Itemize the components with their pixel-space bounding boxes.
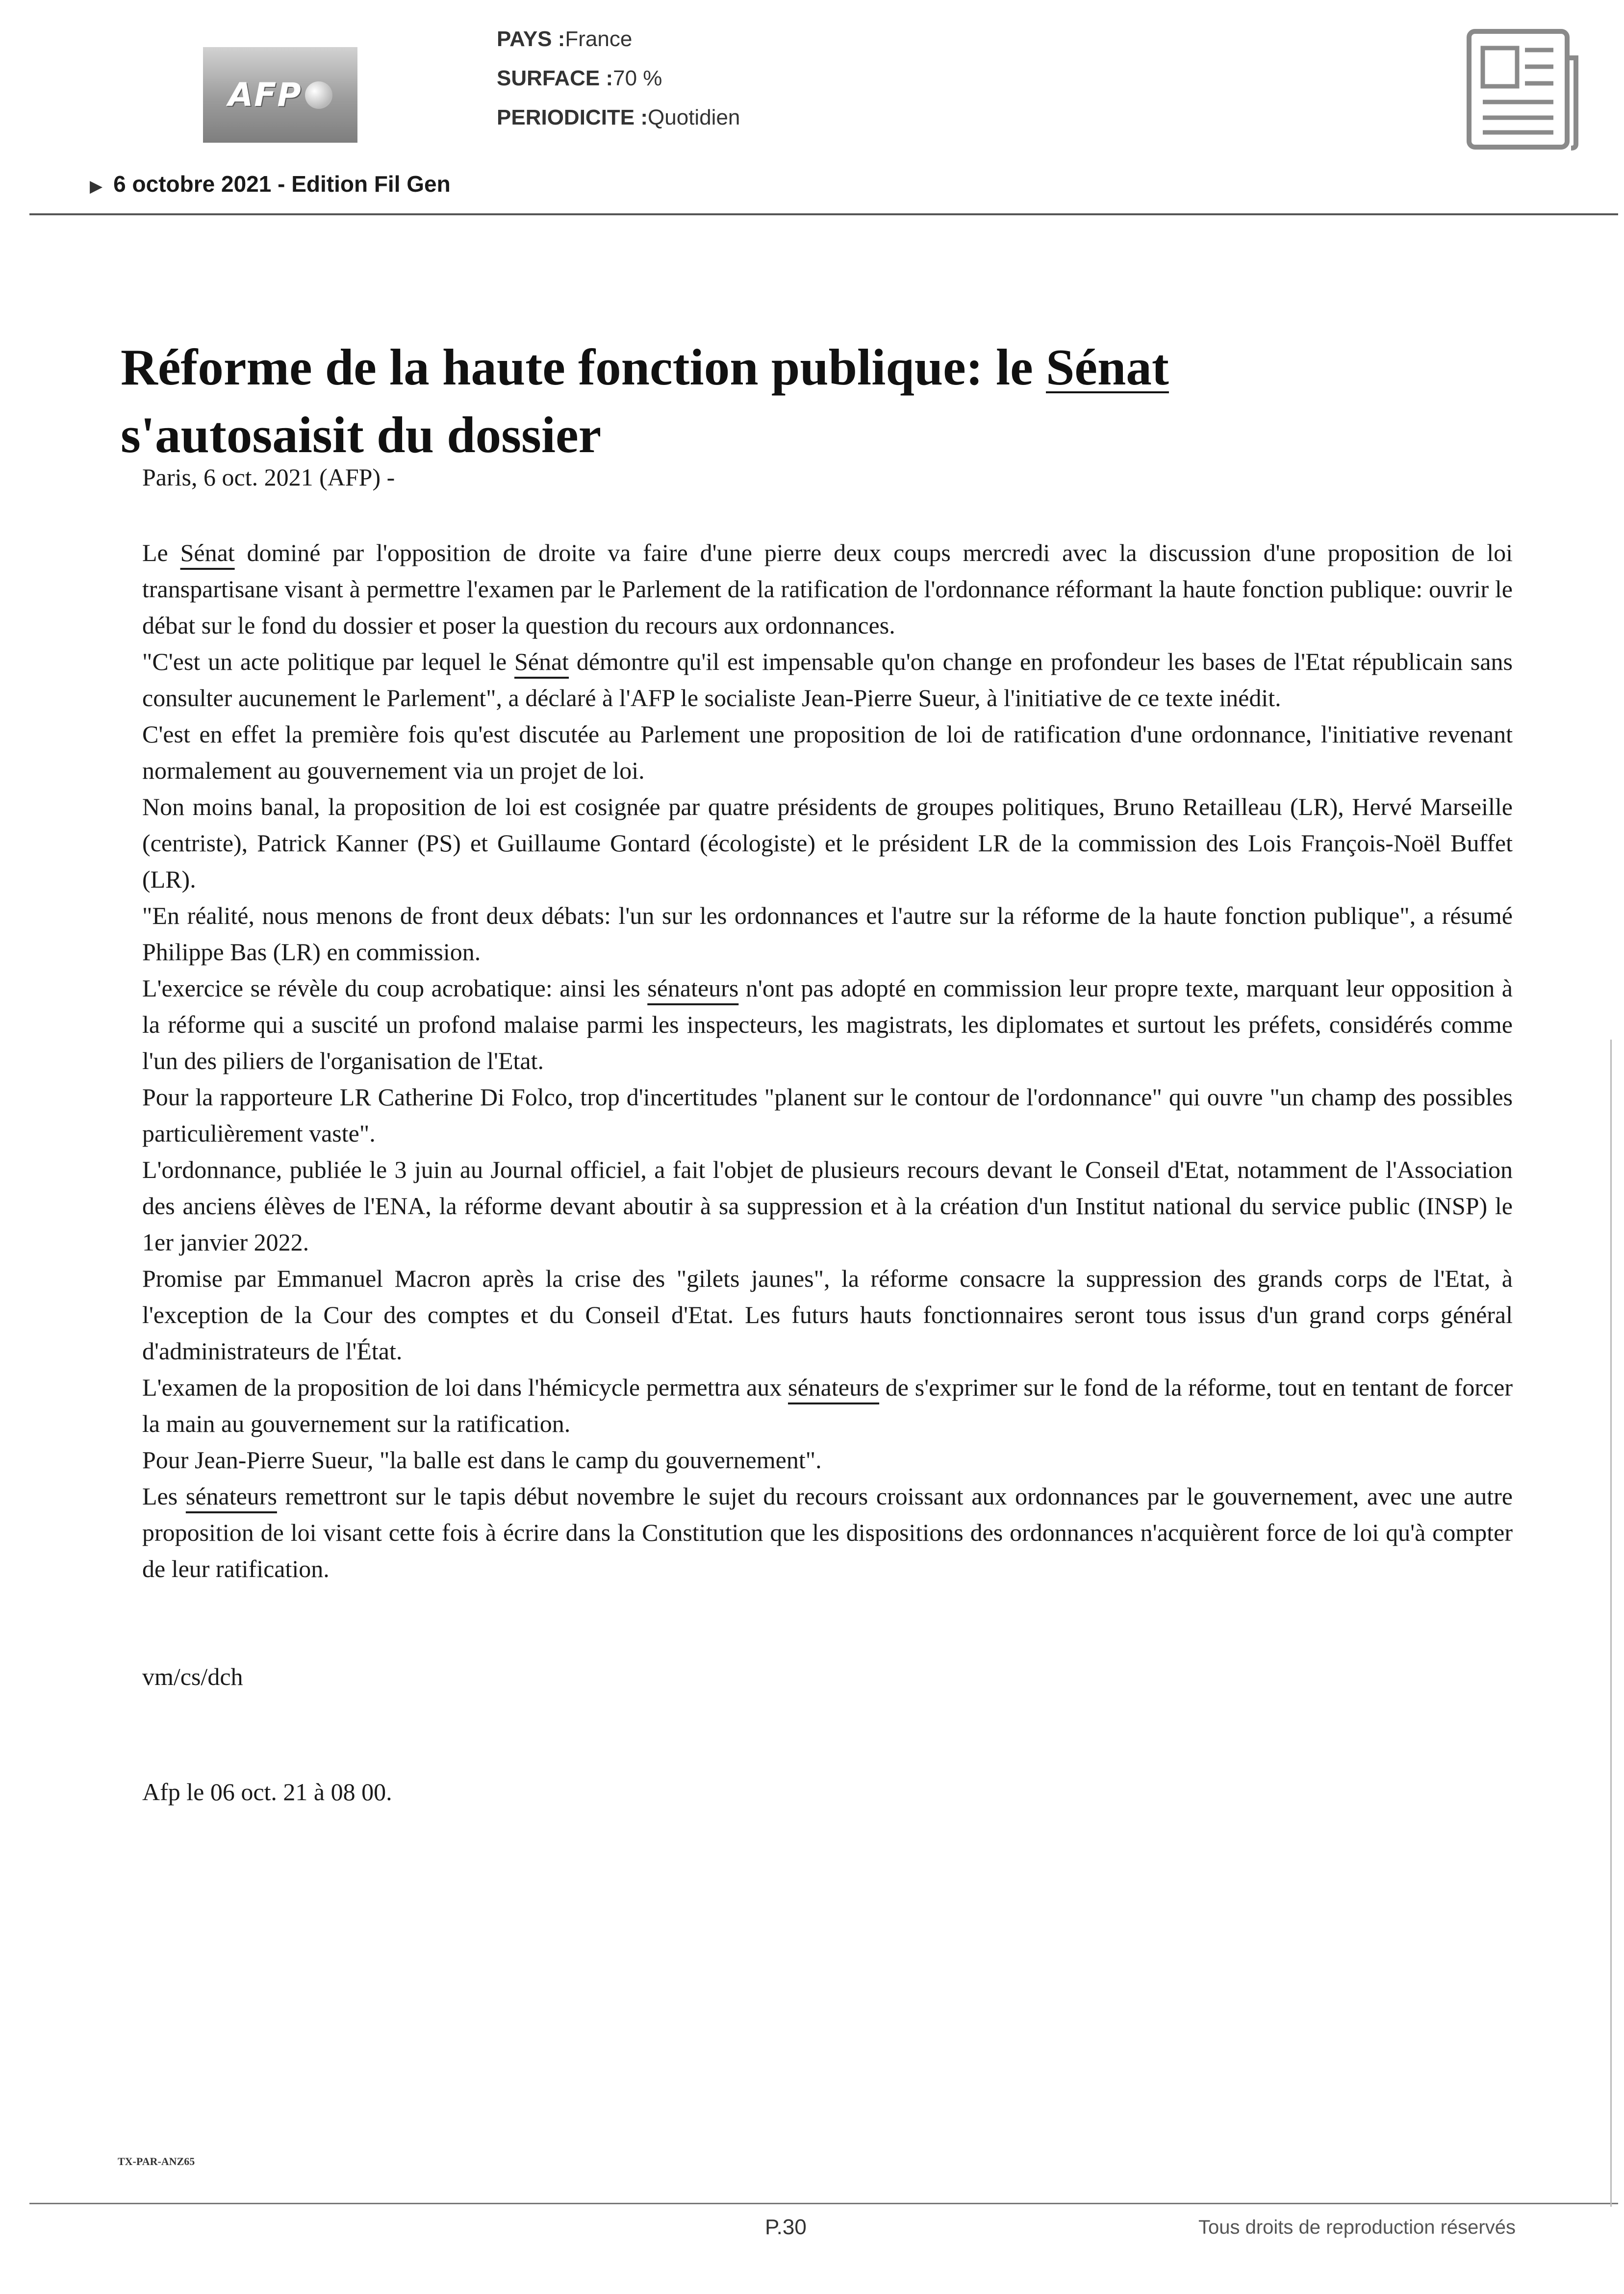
title-part-2: s'autosaisit du dossier bbox=[121, 406, 602, 463]
paragraph bbox=[142, 970, 1513, 1079]
meta-value: France bbox=[565, 27, 633, 51]
paragraph: L'ordonnance, publiée le 3 juin au Journal officiel, a fait l'objet de plusieurs recours devant le Conseil d'Etat, notamment de l'Association des anciens élèves de l'ENA, la réforme devant aboutir à sa suppression et à la création d'un Institut national du service public (INSP) le 1er janvier 2022. bbox=[142, 1156, 1513, 1256]
highlight-senat: Sénat bbox=[180, 539, 235, 566]
text-run: L'examen de la proposition de loi dans l'hémicycle permettra aux bbox=[142, 1374, 788, 1401]
paragraph bbox=[142, 1478, 1513, 1587]
meta-label: PERIODICITE : bbox=[497, 105, 648, 129]
afp-logo bbox=[203, 47, 357, 143]
meta-country bbox=[497, 20, 740, 59]
text-run: L'exercice se révèle du coup acrobatique: ainsi les bbox=[142, 974, 648, 1002]
text-run: dominé par l'opposition de droite va faire d'une pierre deux coups mercredi avec la discussion d'une proposition de loi transpartisane visant à permettre l'examen par le Parlement de la ratification de l'ordonnance réformant la haute fonction publique: ouvrir le débat sur le fond du dossier et poser la question du recours aux ordonnances. bbox=[142, 539, 1513, 639]
dateline: Paris, 6 oct. 2021 (AFP) - bbox=[142, 463, 395, 491]
author-initials: vm/cs/dch bbox=[142, 1663, 243, 1690]
article-body bbox=[142, 535, 1513, 1587]
text-run: remettront sur le tapis début novembre le sujet du recours croissant aux ordonnances par le gouvernement, avec une autre proposition de loi visant cette fois à écrire dans la Constitution que les dispositions des ordonnances n'acquièrent force de loi qu'à compter de leur ratification. bbox=[142, 1482, 1513, 1582]
newspaper-icon bbox=[1466, 28, 1580, 151]
scan-edge-line bbox=[1610, 1040, 1612, 2207]
paragraph: Non moins banal, la proposition de loi est cosignée par quatre présidents de groupes politiques, Bruno Retailleau (LR), Hervé Marseille (centriste), Patrick Kanner (PS) et Guillaume Gontard (écologiste) et le président LR de la commission des Lois François-Noël Buffet (LR). bbox=[142, 793, 1513, 893]
paragraph: Pour la rapporteure LR Catherine Di Folco, trop d'incertitudes "planent sur le contour de l'ordonnance" qui ouvre "un champ des possibles particulièrement vaste". bbox=[142, 1083, 1513, 1147]
title-part-1: Réforme de la haute fonction publique: le bbox=[121, 338, 1046, 396]
article-title bbox=[121, 333, 1543, 469]
meta-label: SURFACE : bbox=[497, 66, 613, 90]
highlight-senateurs: sénateurs bbox=[788, 1374, 880, 1401]
highlight-senat: Sénat bbox=[514, 648, 569, 675]
header-divider bbox=[29, 213, 1618, 215]
text-run: démontre qu'il est impensable qu'on change en profondeur les bases de l'Etat républicain sans consulter aucunement le Parlement", a déclaré à l'AFP le socialiste Jean-Pierre Sueur, à l'initiative de ce texte inédit. bbox=[142, 648, 1513, 712]
text-run: Le bbox=[142, 539, 180, 566]
edition-text: 6 octobre 2021 - Edition Fil Gen bbox=[113, 171, 451, 197]
meta-value: 70 % bbox=[613, 66, 662, 90]
highlight-senateurs: sénateurs bbox=[185, 1482, 277, 1510]
meta-label: PAYS : bbox=[497, 27, 565, 51]
copyright-notice: Tous droits de reproduction réservés bbox=[1198, 2217, 1516, 2238]
text-run: "C'est un acte politique par lequel le bbox=[142, 648, 514, 675]
paragraph bbox=[142, 535, 1513, 643]
dispatch-timestamp: Afp le 06 oct. 21 à 08 00. bbox=[142, 1778, 392, 1806]
logo-text: AFP bbox=[228, 76, 302, 114]
paragraph: Pour Jean-Pierre Sueur, "la balle est dans le camp du gouvernement". bbox=[142, 1446, 822, 1474]
highlight-senateurs: sénateurs bbox=[647, 974, 739, 1002]
publication-meta bbox=[497, 20, 740, 137]
globe-icon bbox=[305, 81, 332, 109]
title-highlight: Sénat bbox=[1046, 338, 1169, 396]
meta-periodicity bbox=[497, 98, 740, 137]
text-run: de s'exprimer sur le fond de la réforme, tout en tentant de forcer la main au gouvernement sur la ratification. bbox=[142, 1374, 1513, 1437]
meta-value: Quotidien bbox=[648, 105, 740, 129]
footer-divider bbox=[29, 2203, 1618, 2204]
meta-surface bbox=[497, 59, 740, 98]
paragraph: "En réalité, nous menons de front deux débats: l'un sur les ordonnances et l'autre sur la réforme de la haute fonction publique", a résumé Philippe Bas (LR) en commission. bbox=[142, 902, 1513, 966]
paragraph bbox=[142, 643, 1513, 716]
text-run: n'ont pas adopté en commission leur propre texte, marquant leur opposition à la réforme qui a suscité un profond malaise parmi les inspecteurs, les magistrats, les diplomates et surtout les préfets, considérés comme l'un des piliers de l'organisation de l'Etat. bbox=[142, 974, 1513, 1074]
page-number: P.30 bbox=[765, 2215, 807, 2239]
text-run: Les bbox=[142, 1482, 186, 1510]
reference-code: TX-PAR-ANZ65 bbox=[118, 2155, 195, 2167]
paragraph: Promise par Emmanuel Macron après la crise des "gilets jaunes", la réforme consacre la suppression des grands corps de l'Etat, à l'exception de la Cour des comptes et du Conseil d'Etat. Les futurs hauts fonctionnaires seront tous issus d'un grand corps général d'administrateurs de l'État. bbox=[142, 1265, 1513, 1365]
paragraph bbox=[142, 1369, 1513, 1442]
triangle-right-icon: ▶ bbox=[90, 177, 103, 196]
edition-line bbox=[90, 171, 451, 197]
paragraph: C'est en effet la première fois qu'est discutée au Parlement une proposition de loi de ratification d'une ordonnance, l'initiative revenant normalement au gouvernement via un projet de loi. bbox=[142, 720, 1513, 784]
